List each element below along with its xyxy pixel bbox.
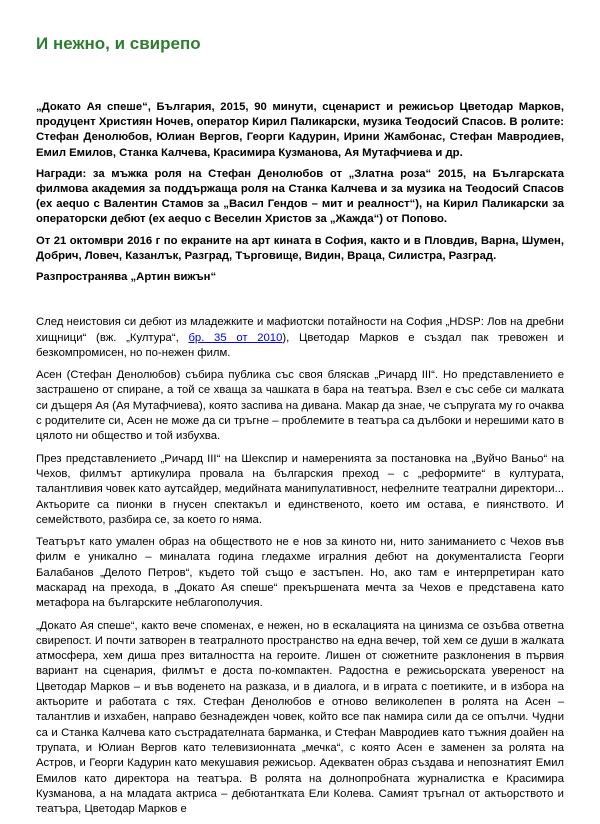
body-paragraph-3: През представлението „Ричард III“ на Шекспир и намеренията за постановка на „Вуйчо Ваньо“ на Чехов, филмът артикулира провала на българския преход – с „реформите“ в културата, талантливия човек като аутсайдер, медийната манипулативност, нефелните театрални директори... Актьорите са пионки в гнусен спектакъл и единственото, което им остава, е пиянството. И семейството, разбира се, за което го няма. [36,452,564,526]
article-body [36,315,564,817]
body-paragraph-2: Асен (Стефан Денолюбов) събира публика със своя бляскав „Ричард III“. Но представлението е застрашено от спиране, а той се хваща за чашката в бара на театъра. Взел е със себе си малката си дъщеря Ая (Ая Мутафчиева), която заспива на дивана. Макар да знае, че съпругата му го очаква с родителите си, Асен не може да си тръгне – проблемите в театъра са дълбоки и нерешими като в цялото ни общество и той избухва. [36,369,564,443]
body-paragraph-1 [36,315,564,361]
body-text: След неистовия си дебют из младежките и мафиотски потайности на София „HDSP: Лов на дребни хищници“ (вж. „Култура“, [36,316,564,344]
issue-link[interactable]: бр. 35 от 2010 [188,331,283,344]
article [36,34,564,824]
awards-paragraph: Награди: за мъжка роля на Стефан Денолюбов от „Златна роза“ 2015, на Българската филмова академия за поддържаща роля на Станка Калчева и за музика на Теодосий Спасов (ex aequo с Валентин Стамов за „Васил Гендов – мит и реалност“), на Кирил Паликарски за операторски дебют (ex aequo с Веселин Христов за „Жажда“) от Попово. [36,167,564,226]
film-credits [36,100,564,285]
distributor-paragraph: Разпространява „Артин вижън“ [36,271,217,284]
body-text: ), Цветодар Марков е създал пак тревожен и безкомпромисен, но по-нежен филм. [36,331,564,359]
screenings-paragraph: От 21 октомври 2016 г по екраните на арт кината в София, както и в Пловдив, Варна, Шумен, Добрич, Ловеч, Казанлък, Разград, Търговище, Видин, Враца, Силистра, Разград. [36,234,564,262]
page-title: И нежно, и свирепо [36,34,201,53]
body-paragraph-5: „Докато Ая спеше“, както вече споменах, е нежен, но в ескалацията на цинизма се озъбва ответна свирепост. И почти затворен в театралното пространство на една вечер, той хем се души в жалката атмосфера, хем диша през виталността на героите. Лишен от сюжетните разклонения в първия вариант на сценария, филмът е доста по-компактен. Радостна е режисьорската увереност на Цветодар Марков – и във воденето на разказа, и в диалога, и в играта с поетиките, и в избора на актьорите и работата с тях. Стефан Денолюбов е отново великолепен в ролята на Асен – талантлив и изхабен, направо безнадежден човек, който все пак намира сили да се опълчи. Чудни са и Станка Калчева като състрадателната барманка, и Стефан Мавродиев като тъжния доайен на трупата, и Юлиан Вергов като телевизионната „мечка“, с която Асен е заменен за ролята на Астров, и Георги Кадурин като мекушавия режисьор. Адекватен образ създава и непознатият Емил Емилов като директора на театъра. В ролята на долнопробната журналистка е Красимира Кузманова, а на младата актриса – дебютантката Ели Колева. Самият тръгнал от актьорството и театъра, Цветодар Марков е [36,619,564,816]
credits-paragraph: „Докато Ая спеше“, България, 2015, 90 минути, сценарист и режисьор Цветодар Марков, продуцент Християн Ночев, оператор Кирил Паликарски, музика Теодосий Спасов. В ролите: Стефан Денолюбов, Юлиан Вергов, Георги Кадурин, Ирини Жамбонас, Стефан Мавродиев, Емил Емилов, Станка Калчева, Красимира Кузманова, Ая Мутафчиева и др. [36,101,564,159]
body-paragraph-4: Театърът като умален образ на обществото не е нов за киното ни, нито заниманието с Чехов във филм е уникално – миналата година гледахме игралния дебют на документалиста Георги Балабанов „Делото Петров“, където той също е застъпен. Но, ако там е интерпретиран като маскарад на прехода, в „Докато Ая спеше“ прекършената мечта за Чехов е представена като метафора на българските неблагополучия. [36,536,564,610]
